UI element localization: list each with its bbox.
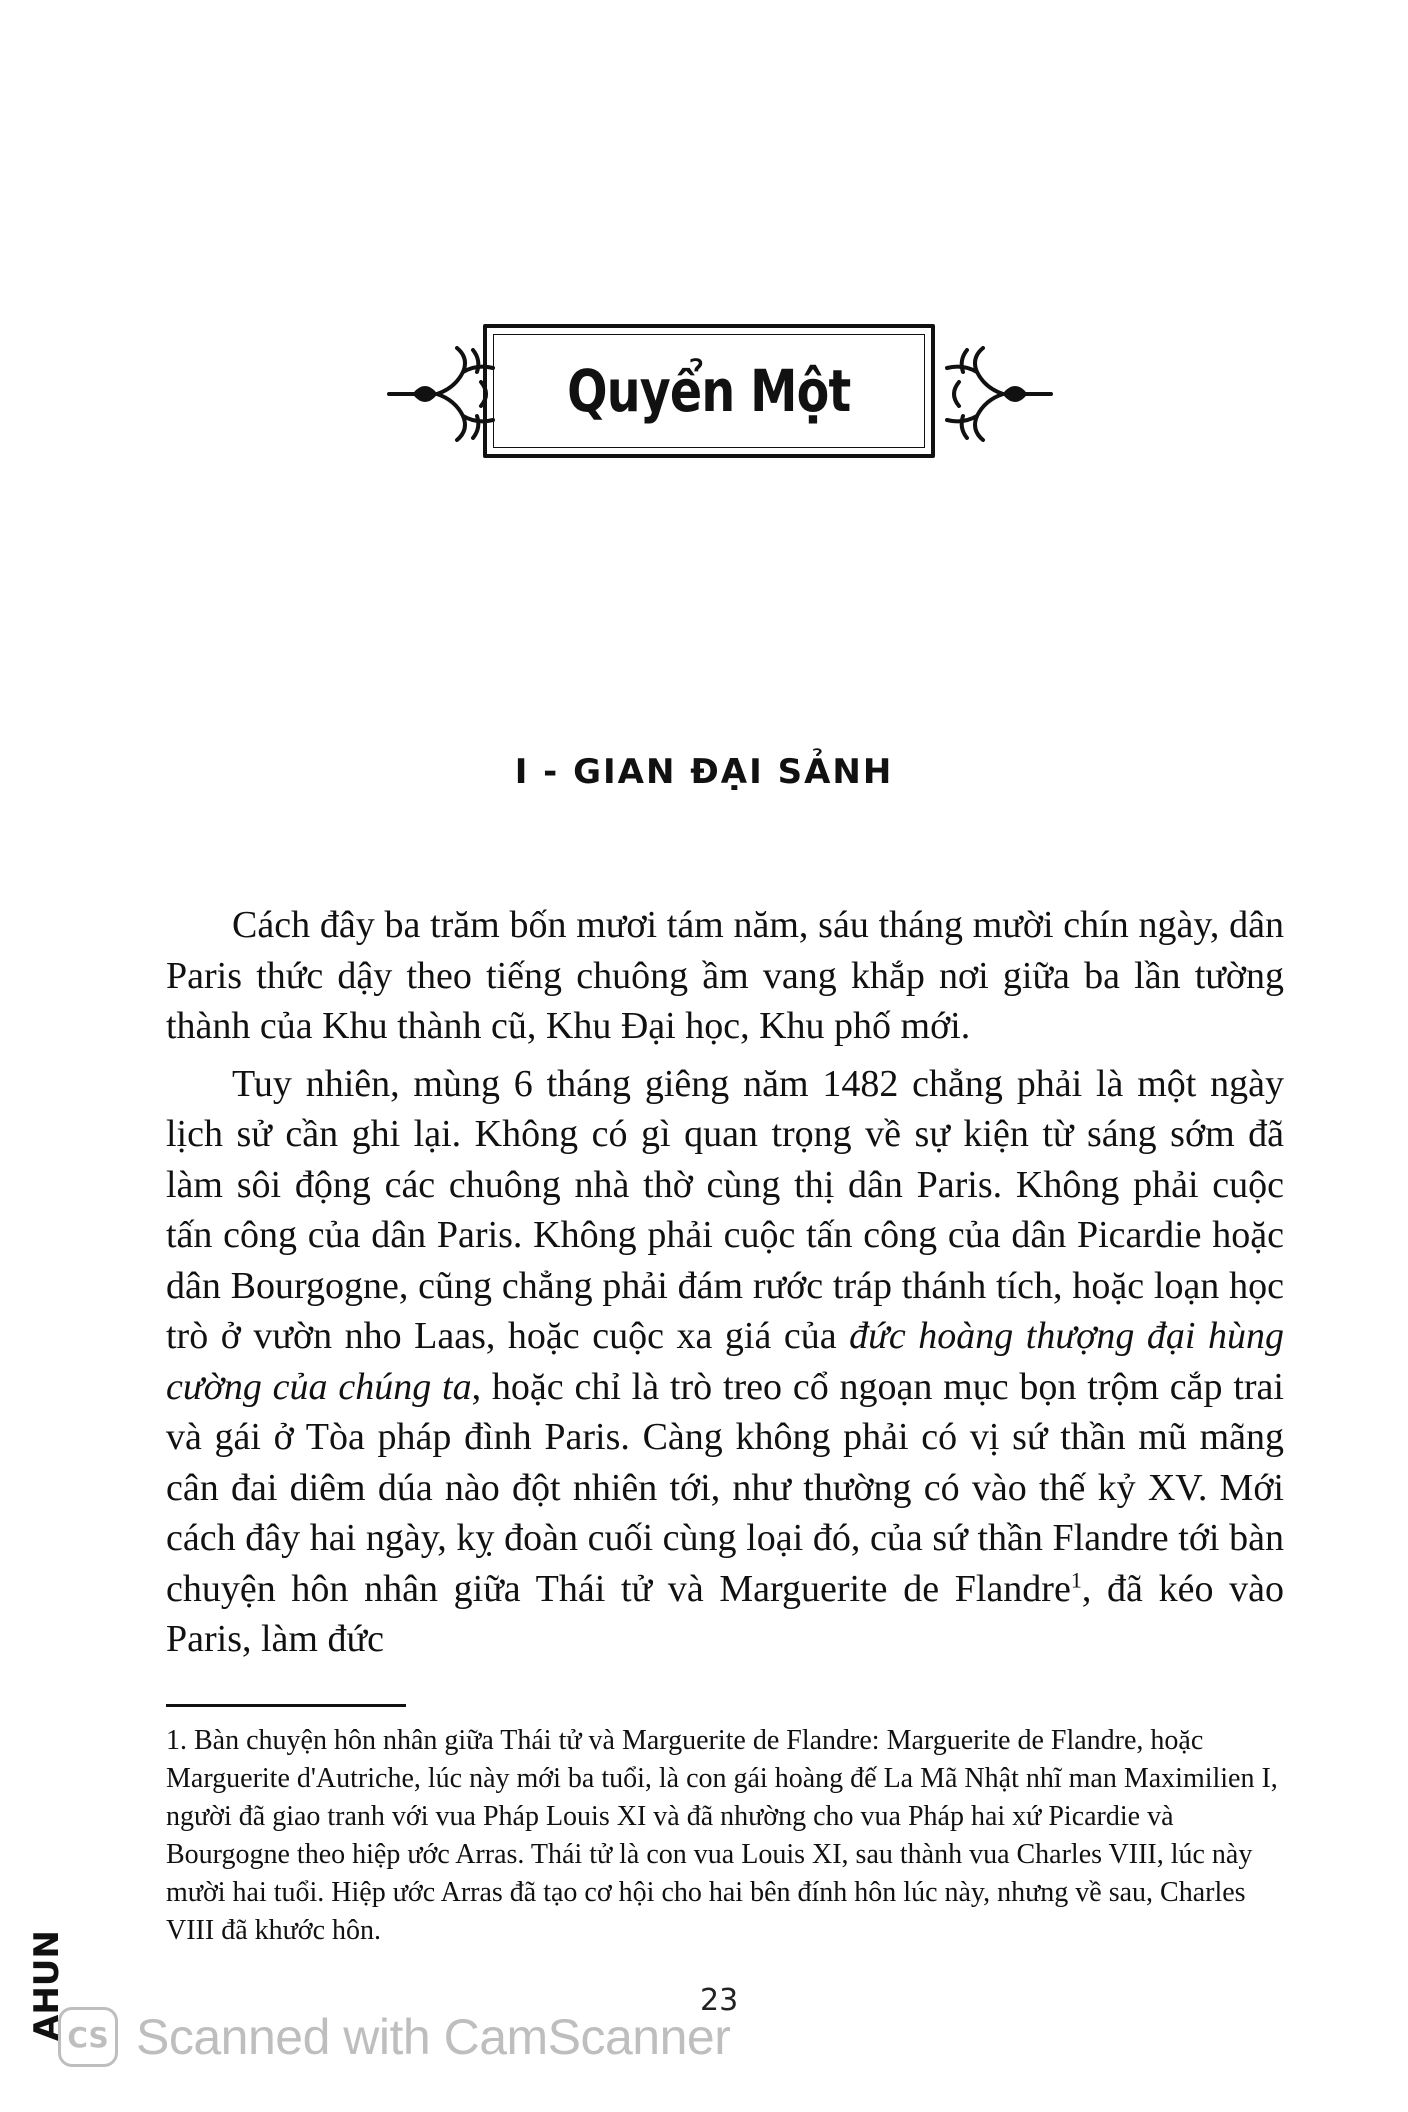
- footnote-divider: [166, 1704, 406, 1707]
- paragraph-1: [166, 900, 1284, 1052]
- footnote-reference[interactable]: 1: [1070, 1566, 1082, 1592]
- paragraph-2-text-middle: , hoặc chỉ là trò treo cổ ngoạn mục bọn trộm cắp trai và gái ở Tòa pháp đình Paris. Càng không phải có vị sứ thần mũ mãng cân đai diêm dúa nào đột nhiên tới, như thường có vào thế kỷ XV. Mới cách đây hai ngày, kỵ đoàn cuối cùng loại đó, của sứ thần Flandre tới bàn chuyện hôn nhân giữa Thái tử và Marguerite de Flandre: [166, 1365, 1284, 1610]
- title-box: [483, 324, 935, 458]
- paragraph-2-italic: đức hoàng thượng đại hùng cường của chúng ta: [166, 1315, 1284, 1408]
- chapter-heading: I - GIAN ĐẠI SẢNH: [514, 752, 894, 792]
- paragraph-2: [166, 1059, 1284, 1665]
- camscanner-logo-icon: CS: [58, 2007, 118, 2067]
- paragraph-2-text-end: , đã kéo vào Paris, làm đức: [166, 1567, 1285, 1660]
- ornament-right-icon: [939, 332, 1055, 452]
- watermark-text: Scanned with CamScanner: [136, 2009, 731, 2065]
- camscanner-watermark: [58, 2002, 730, 2072]
- paragraph-1-text: Cách đây ba trăm bốn mươi tám năm, sáu tháng mười chín ngày, dân Paris thức dậy theo tiếng chuông ầm vang khắp nơi giữa ba lần tường thành của Khu thành cũ, Khu Đại học, Khu phố mới.: [166, 904, 1284, 1047]
- book-title: Quyển Một: [567, 357, 851, 425]
- footnote: 1. Bàn chuyện hôn nhân giữa Thái tử và Marguerite de Flandre: Marguerite de Flandre, hoặc Marguerite d'Autriche, lúc này mới ba tuổi, là con gái hoàng đế La Mã Nhật nhĩ man Maximilien I, người đã giao tranh với vua Pháp Louis XI và đã nhường cho vua Pháp hai xứ Picardie và Bourgogne theo hiệp ước Arras. Thái tử là con vua Louis XI, sau thành vua Charles VIII, lúc này mười hai tuổi. Hiệp ước Arras đã tạo cơ hội cho hai bên đính hôn lúc này, nhưng về sau, Charles VIII đã khước hôn.: [166, 1725, 1278, 1946]
- page-number: 23: [700, 1983, 739, 2018]
- paragraph-2-text-start: Tuy nhiên, mùng 6 tháng giêng năm 1482 chẳng phải là một ngày lịch sử cần ghi lại. Không có gì quan trọng về sự kiện từ sáng sớm đã làm sôi động các chuông nhà thờ cùng thị dân Paris. Không phải cuộc tấn công của dân Paris. Không phải cuộc tấn công của dân Picardie hoặc dân Bourgogne, cũng chẳng phải đám rước tráp thánh tích, hoặc loạn học trò ở vườn nho Laas, hoặc cuộc xa giá của: [166, 1062, 1284, 1357]
- svg-text:AHUN: AHUN: [27, 1930, 67, 2041]
- book-title-frame: [385, 318, 1055, 474]
- body-text: [166, 900, 1284, 1672]
